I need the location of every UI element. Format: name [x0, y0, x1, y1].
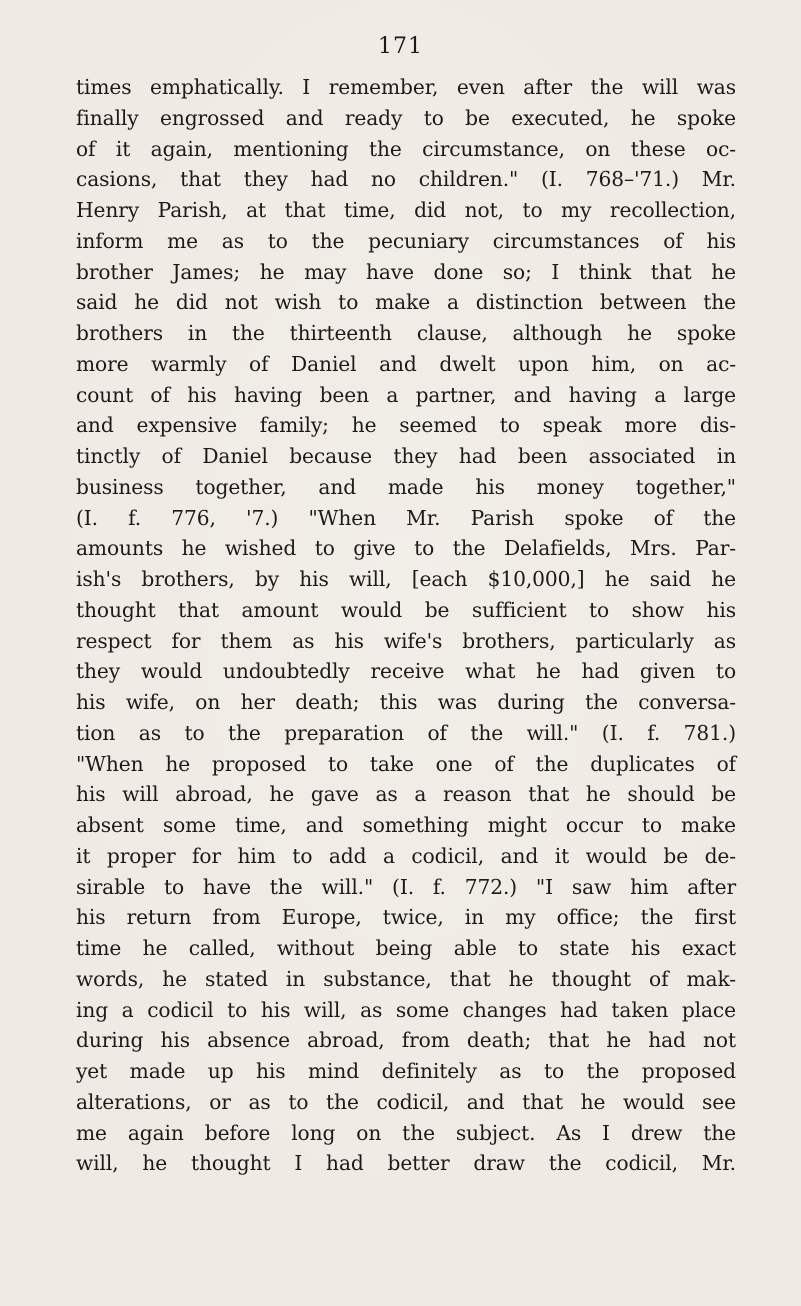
text-line: "When he proposed to take one of the duplicates of — [76, 751, 736, 776]
text-line: time he called, without being able to state his exact — [76, 936, 736, 960]
text-line: his wife, on her death; this was during the conversa- — [76, 690, 736, 714]
text-line: they would undoubtedly receive what he had given to — [76, 659, 736, 684]
text-line: during his absence abroad, from death; that he had not — [76, 1028, 736, 1053]
text-line: amounts he wished to give to the Delafields, Mrs. Par- — [76, 536, 736, 561]
text-line: his return from Europe, twice, in my office; the first — [76, 905, 736, 930]
text-line: it proper for him to add a codicil, and it would be de- — [76, 843, 736, 868]
text-line: me again before long on the subject. As I drew the — [76, 1120, 736, 1145]
text-line: ing a codicil to his will, as some changes had taken place — [76, 997, 736, 1022]
text-line: tion as to the preparation of the will." (I. f. 781.) — [76, 720, 736, 745]
text-line: count of his having been a partner, and having a large — [76, 382, 736, 407]
text-line: finally engrossed and ready to be executed, he spoke — [76, 105, 736, 130]
text-line: respect for them as his wife's brothers, particularly as — [76, 628, 736, 653]
text-line: casions, that they had no children." (I. 768–'71.) Mr. — [76, 167, 736, 192]
text-line: alterations, or as to the codicil, and that he would see — [76, 1089, 736, 1114]
text-line: times emphatically. I remember, even after the will was — [76, 75, 736, 99]
text-line: inform me as to the pecuniary circumstances of his — [76, 228, 736, 253]
text-line: said he did not wish to make a distinction between the — [76, 290, 736, 315]
text-line: brother James; he may have done so; I think that he — [76, 259, 736, 284]
text-line: ish's brothers, by his will, [each $10,000,] he said he — [76, 567, 736, 591]
text-line: will, he thought I had better draw the codicil, Mr. — [76, 1151, 736, 1176]
text-line: yet made up his mind definitely as to the proposed — [76, 1059, 736, 1083]
text-line: and expensive family; he seemed to speak more dis- — [76, 413, 736, 438]
text-line: (I. f. 776, '7.) "When Mr. Parish spoke of the — [76, 505, 736, 530]
body-text — [76, 72, 736, 1179]
text-line: words, he stated in substance, that he thought of mak- — [76, 966, 736, 991]
text-line: absent some time, and something might occur to make — [76, 813, 736, 837]
text-line: of it again, mentioning the circumstance, on these oc- — [76, 136, 736, 161]
text-line: more warmly of Daniel and dwelt upon him, on ac- — [76, 351, 736, 376]
text-line: business together, and made his money together," — [76, 474, 736, 499]
text-line: sirable to have the will." (I. f. 772.) "I saw him after — [76, 874, 736, 899]
page-number: 171 — [378, 34, 423, 59]
text-line: thought that amount would be sufficient to show his — [76, 597, 736, 622]
text-line: tinctly of Daniel because they had been associated in — [76, 444, 736, 468]
text-line: brothers in the thirteenth clause, although he spoke — [76, 321, 736, 345]
text-line: his will abroad, he gave as a reason that he should be — [76, 782, 736, 807]
text-line: Henry Parish, at that time, did not, to my recollection, — [76, 198, 736, 222]
